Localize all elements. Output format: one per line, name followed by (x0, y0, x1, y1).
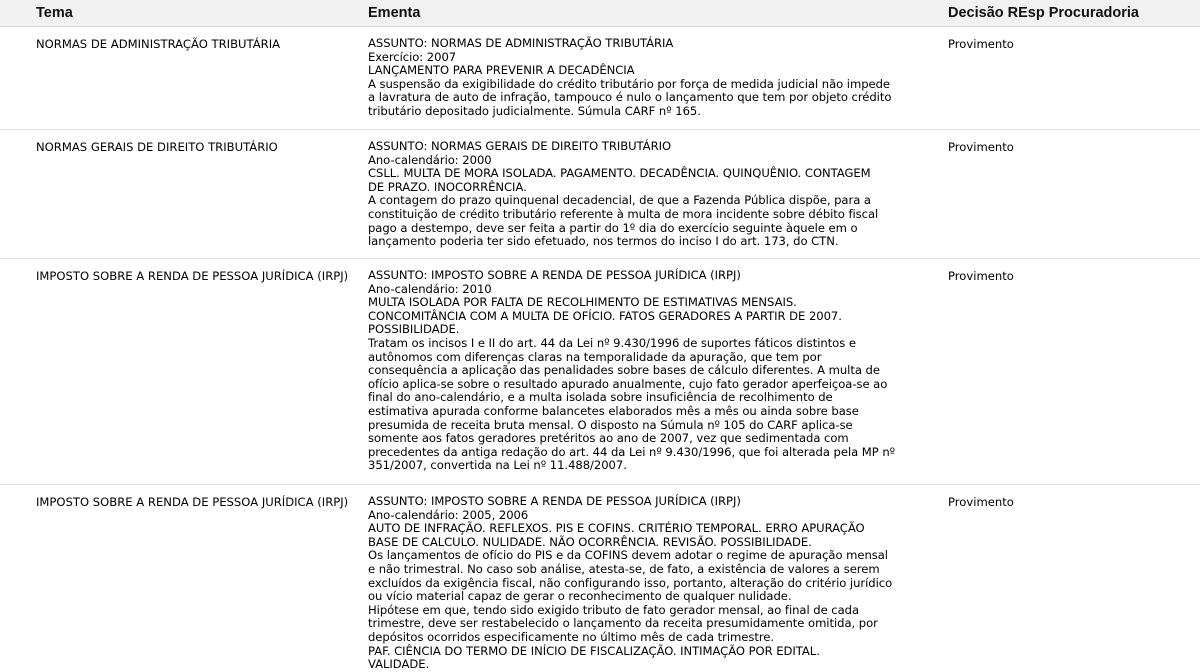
ementa-line: A suspensão da exigibilidade do crédito tributário por força de medida judicial não impede (368, 76, 891, 91)
header-tema[interactable]: Tema (36, 5, 73, 21)
decisao-cell: Provimento (948, 495, 1014, 509)
table-header (0, 0, 1200, 27)
decisao-cell: Provimento (948, 140, 1014, 154)
ementa-line: VALIDADE. (368, 657, 430, 672)
tema-cell: IMPOSTO SOBRE A RENDA DE PESSOA JURÍDICA (IRPJ) (36, 269, 349, 283)
tema-cell: NORMAS DE ADMINISTRAÇÃO TRIBUTÁRIA (36, 37, 281, 51)
ementa-line: MULTA ISOLADA POR FALTA DE RECOLHIMENTO DE ESTIMATIVAS MENSAIS. (368, 295, 797, 310)
ementa-line: consequência a aplicação das penalidades sobre bases de cálculo diferentes. A multa de (368, 363, 880, 378)
ementa-line: POSSIBILIDADE. (368, 322, 460, 337)
decisao-cell: Provimento (948, 269, 1014, 283)
ementa-line: A contagem do prazo quinquenal decadencial, de que a Fazenda Pública dispõe, para a (368, 193, 871, 208)
ementa-line: e não trimestral. No caso sob análise, atesta-se, de fato, a existência de valores a serem (368, 561, 880, 576)
ementa-line: ASSUNTO: NORMAS DE ADMINISTRAÇÃO TRIBUTÁRIA (368, 36, 674, 50)
ementa-line: Hipótese em que, tendo sido exigido tributo de fato gerador mensal, ao final de cada (368, 602, 860, 617)
ementa-cell (368, 495, 934, 672)
ementa-line: final do ano-calendário, e a multa isolada sobre insuficiência de recolhimento de (368, 390, 833, 405)
ementa-line: Tratam os incisos I e II do art. 44 da Lei nº 9.430/1996 de suportes fáticos distintos e (368, 335, 856, 350)
header-ementa[interactable]: Ementa (368, 5, 421, 21)
ementa-line: ASSUNTO: NORMAS GERAIS DE DIREITO TRIBUTÁRIO (368, 139, 672, 153)
ementa-line: ou vício material capaz de gerar o reconhecimento de qualquer nulidade. (368, 589, 792, 604)
ementa-line: somente aos fatos geradores pretéritos ao ano de 2007, vez que sedimentada com (368, 431, 849, 446)
ementa-line: Ano-calendário: 2005, 2006 (368, 507, 529, 522)
tema-cell: NORMAS GERAIS DE DIREITO TRIBUTÁRIO (36, 140, 278, 154)
ementa-line: Os lançamentos de ofício do PIS e da COFINS devem adotar o regime de apuração mensal (368, 548, 888, 563)
ementa-cell (368, 140, 934, 249)
table-row[interactable] (0, 130, 1200, 259)
decisao-cell: Provimento (948, 37, 1014, 51)
ementa-line: tributário depositado judicialmente. Súmula CARF nº 165. (368, 103, 701, 118)
ementa-line: 351/2007, convertida na Lei nº 11.488/2007. (368, 458, 627, 473)
table-row[interactable] (0, 27, 1200, 130)
ementa-line: LANÇAMENTO PARA PREVENIR A DECADÊNCIA (368, 63, 635, 78)
ementa-line: Ano-calendário: 2000 (368, 152, 492, 167)
ementa-line: Exercício: 2007 (368, 49, 457, 64)
ementa-line: precedentes da antiga redação do art. 44 da Lei nº 9.430/1996, que foi alterada pela MP nº (368, 444, 896, 459)
ementa-line: CSLL. MULTA DE MORA ISOLADA. PAGAMENTO. DECADÊNCIA. QUINQUÊNIO. CONTAGEM (368, 166, 871, 181)
ementa-line: DE PRAZO. INOCORRÊNCIA. (368, 179, 527, 194)
ementa-line: pago a destempo, deve ser feita a partir do 1º dia do exercício seguinte àquele em o (368, 220, 858, 235)
ementa-line: autônomos com diferenças claras na temporalidade da apuração, que tem por (368, 349, 822, 364)
ementa-line: presumida de receita bruta mensal. O disposto na Súmula nº 105 do CARF aplica-se (368, 417, 853, 432)
ementa-line: ASSUNTO: IMPOSTO SOBRE A RENDA DE PESSOA JURÍDICA (IRPJ) (368, 494, 741, 508)
tema-cell: IMPOSTO SOBRE A RENDA DE PESSOA JURÍDICA (IRPJ) (36, 495, 349, 509)
ementa-line: trimestre, deve ser restabelecido o lançamento da receita presumidamente omitida, por (368, 616, 878, 631)
ementa-line: depósitos ocorridos especificamente no último mês de cada trimestre. (368, 629, 775, 644)
table-row[interactable] (0, 259, 1200, 485)
ementa-line: excluídos da exigência fiscal, não configurando isso, portanto, alteração do critério jurídico (368, 575, 893, 590)
ementa-cell (368, 269, 934, 473)
ementa-line: AUTO DE INFRAÇÃO. REFLEXOS. PIS E COFINS. CRITÉRIO TEMPORAL. ERRO APURAÇÃO (368, 521, 865, 536)
header-decisao[interactable]: Decisão REsp Procuradoria (948, 5, 1139, 21)
ementa-cell (368, 37, 934, 119)
ementa-line: CONCOMITÂNCIA COM A MULTA DE OFÍCIO. FATOS GERADORES A PARTIR DE 2007. (368, 308, 842, 323)
ementa-line: PAF. CIÊNCIA DO TERMO DE INÍCIO DE FISCALIZAÇÃO. INTIMAÇÃO POR EDITAL. (368, 643, 820, 658)
ementa-line: estimativa apurada conforme balancetes elaborados mês a mês ou ainda sobre base (368, 403, 859, 418)
ementa-line: constituição de crédito tributário referente à multa de mora incidente sobre débito fiscal (368, 206, 879, 221)
ementa-line: a lavratura de auto de infração, tampouco é nulo o lançamento que tem por objeto crédito (368, 90, 892, 105)
ementa-line: ofício aplica-se sobre o resultado apurado anualmente, cujo fato gerador aperfeiçoa-se ao (368, 376, 888, 391)
ementa-line: BASE DE CALCULO. NULIDADE. NÃO OCORRÊNCIA. REVISÃO. POSSIBILIDADE. (368, 534, 812, 549)
table-row[interactable] (0, 485, 1200, 672)
ementa-line: lançamento poderia ter sido efetuado, nos termos do inciso I do art. 173, do CTN. (368, 234, 839, 249)
ementa-line: Ano-calendário: 2010 (368, 281, 492, 296)
ementa-line: ASSUNTO: IMPOSTO SOBRE A RENDA DE PESSOA JURÍDICA (IRPJ) (368, 268, 741, 282)
